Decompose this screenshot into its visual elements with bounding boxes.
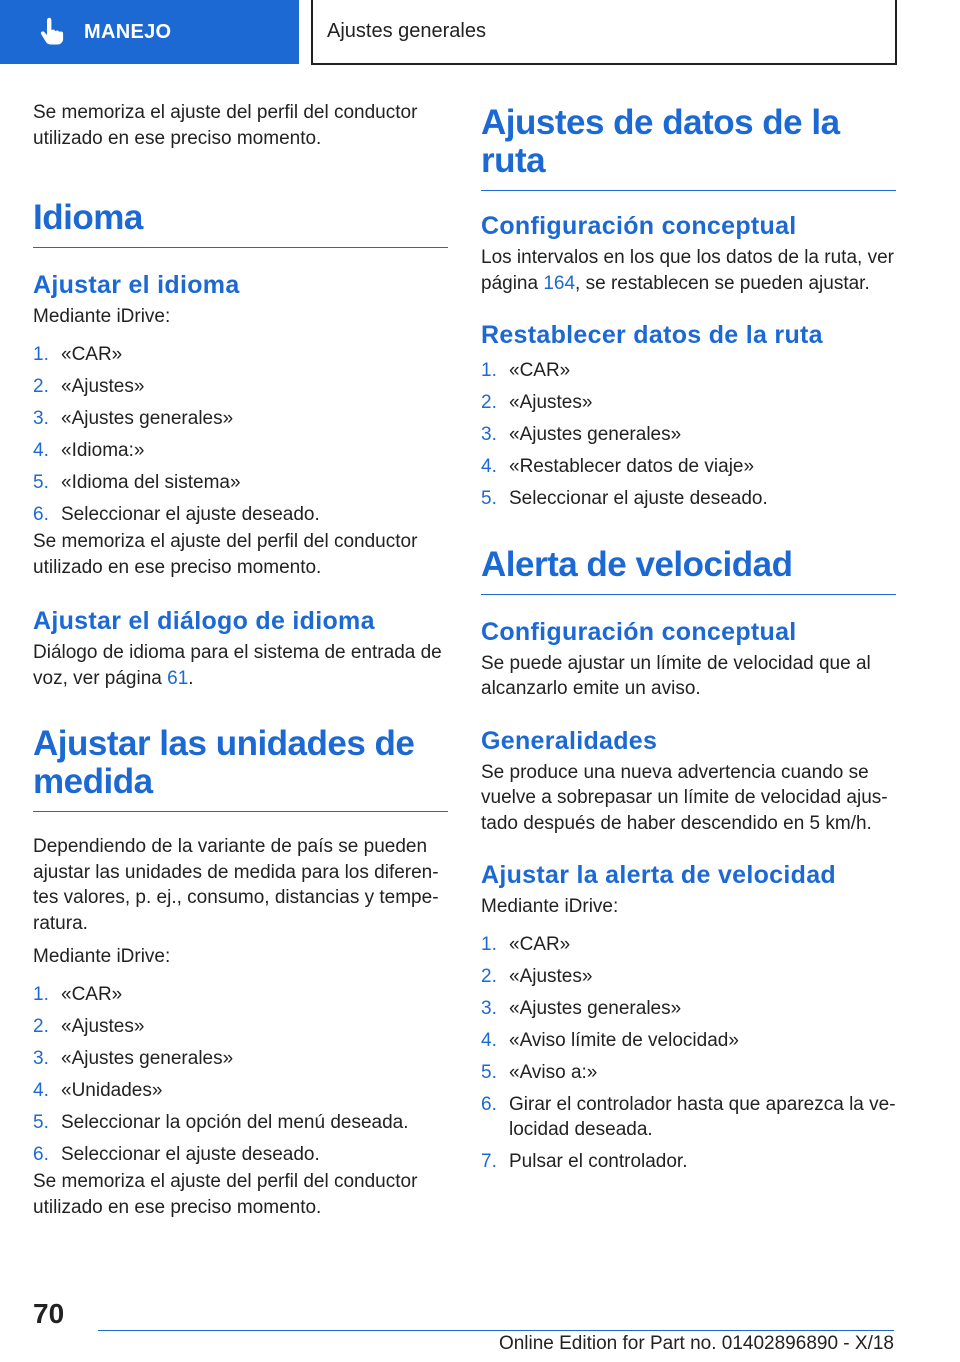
heading-idioma: Idioma <box>33 199 448 248</box>
list-item: 2. «Ajustes» <box>481 965 593 987</box>
steps-alerta <box>481 932 896 1175</box>
section-title: Ajustes generales <box>327 20 486 42</box>
heading-ajustar-alerta: Ajustar la alerta de velocidad <box>481 861 836 889</box>
steps-unidades <box>33 982 448 1168</box>
list-item: 5. Seleccionar la opción del menú deseada. <box>33 1111 409 1133</box>
intro-paragraph: Se memoriza el ajuste del perfil del conductor utilizado en ese preciso momento. <box>33 102 418 149</box>
list-item: 1. «CAR» <box>33 343 123 365</box>
list-item: 3. «Ajustes generales» <box>33 1047 234 1069</box>
left-column <box>33 100 448 1220</box>
list-item: 6. Girar el controlador hasta que aparezca la velocidad deseada. <box>481 1093 896 1140</box>
list-item: 7. Pulsar el controlador. <box>481 1151 688 1172</box>
idrive-lead: Mediante iDrive: <box>33 946 171 967</box>
page-link[interactable]: 61 <box>167 667 189 689</box>
chapter-tab-label: MANEJO <box>84 20 172 43</box>
heading-restablecer: Restablecer datos de la ruta <box>481 321 823 349</box>
heading-generalidades: Generalidades <box>481 726 658 755</box>
list-item: 6. Seleccionar el ajuste deseado. <box>33 503 320 525</box>
memory-note: Se memoriza el ajuste del perfil del conductor utilizado en ese preciso momento. <box>33 531 418 578</box>
steps-idioma <box>33 342 448 528</box>
unidades-intro: Dependiendo de la variante de país se pueden ajustar las unidades de medida para los diferentes valores, p. ej., consumo, distancias y temperatura. <box>33 836 439 934</box>
heading-config-ruta: Configuración conceptual <box>481 212 797 240</box>
section-header <box>311 0 897 65</box>
list-item: 2. «Ajustes» <box>33 375 145 397</box>
idrive-lead: Mediante iDrive: <box>481 896 619 917</box>
chapter-tab[interactable] <box>0 0 299 64</box>
list-item: 5. «Idioma del sistema» <box>33 471 241 493</box>
list-item: 1. «CAR» <box>481 933 571 955</box>
generalidades-paragraph: Se produce una nueva advertencia cuando se vuelve a sobrepasar un límite de velocidad ajustado después de haber descendido en 5 km/h. <box>481 761 888 834</box>
heading-datos-ruta: Ajustes de datos de la ruta <box>481 104 896 191</box>
list-item: 2. «Ajustes» <box>481 392 593 413</box>
heading-ajustar-idioma: Ajustar el idioma <box>33 271 240 299</box>
list-item: 5. Seleccionar el ajuste deseado. <box>481 488 768 509</box>
list-item: 5. «Aviso a:» <box>481 1061 598 1083</box>
right-column <box>481 100 896 1181</box>
heading-unidades: Ajustar las unidades de medida <box>33 725 448 812</box>
heading-alerta-velocidad: Alerta de velocidad <box>481 546 896 595</box>
list-item: 4. «Idioma:» <box>33 439 145 461</box>
list-item: 4. «Unidades» <box>33 1079 163 1101</box>
list-item: 2. «Ajustes» <box>33 1015 145 1037</box>
config-alerta-paragraph: Se puede ajustar un límite de velocidad que al alcanzarlo emite un aviso. <box>481 652 871 699</box>
list-item: 1. «CAR» <box>481 360 571 381</box>
page-link[interactable]: 164 <box>543 272 576 294</box>
edition-note: Online Edition for Part no. 01402896890 - X/18 <box>498 1333 894 1354</box>
list-item: 4. «Restablecer datos de viaje» <box>481 456 755 477</box>
heading-dialogo-idioma: Ajustar el diálogo de idioma <box>33 607 375 635</box>
config-ruta-paragraph: Los intervalos en los que los datos de la ruta, ver página 164, se restablecen se pueden ajustar. <box>481 247 894 294</box>
dialogo-paragraph: Diálogo de idioma para el sistema de entrada de voz, ver página 61. <box>33 642 442 689</box>
page-number: 70 <box>33 1298 65 1329</box>
list-item: 6. Seleccionar el ajuste deseado. <box>33 1143 320 1165</box>
list-item: 3. «Ajustes generales» <box>481 997 682 1019</box>
footer-divider <box>98 1330 894 1331</box>
heading-config-alerta: Configuración conceptual <box>481 617 797 646</box>
list-item: 3. «Ajustes generales» <box>481 424 682 445</box>
list-item: 4. «Aviso límite de velocidad» <box>481 1029 739 1051</box>
hand-pointer-icon <box>36 17 66 47</box>
steps-restablecer <box>481 358 896 512</box>
list-item: 1. «CAR» <box>33 983 123 1005</box>
idrive-lead: Mediante iDrive: <box>33 306 171 327</box>
memory-note: Se memoriza el ajuste del perfil del conductor utilizado en ese preciso momento. <box>33 1171 418 1218</box>
list-item: 3. «Ajustes generales» <box>33 407 234 429</box>
